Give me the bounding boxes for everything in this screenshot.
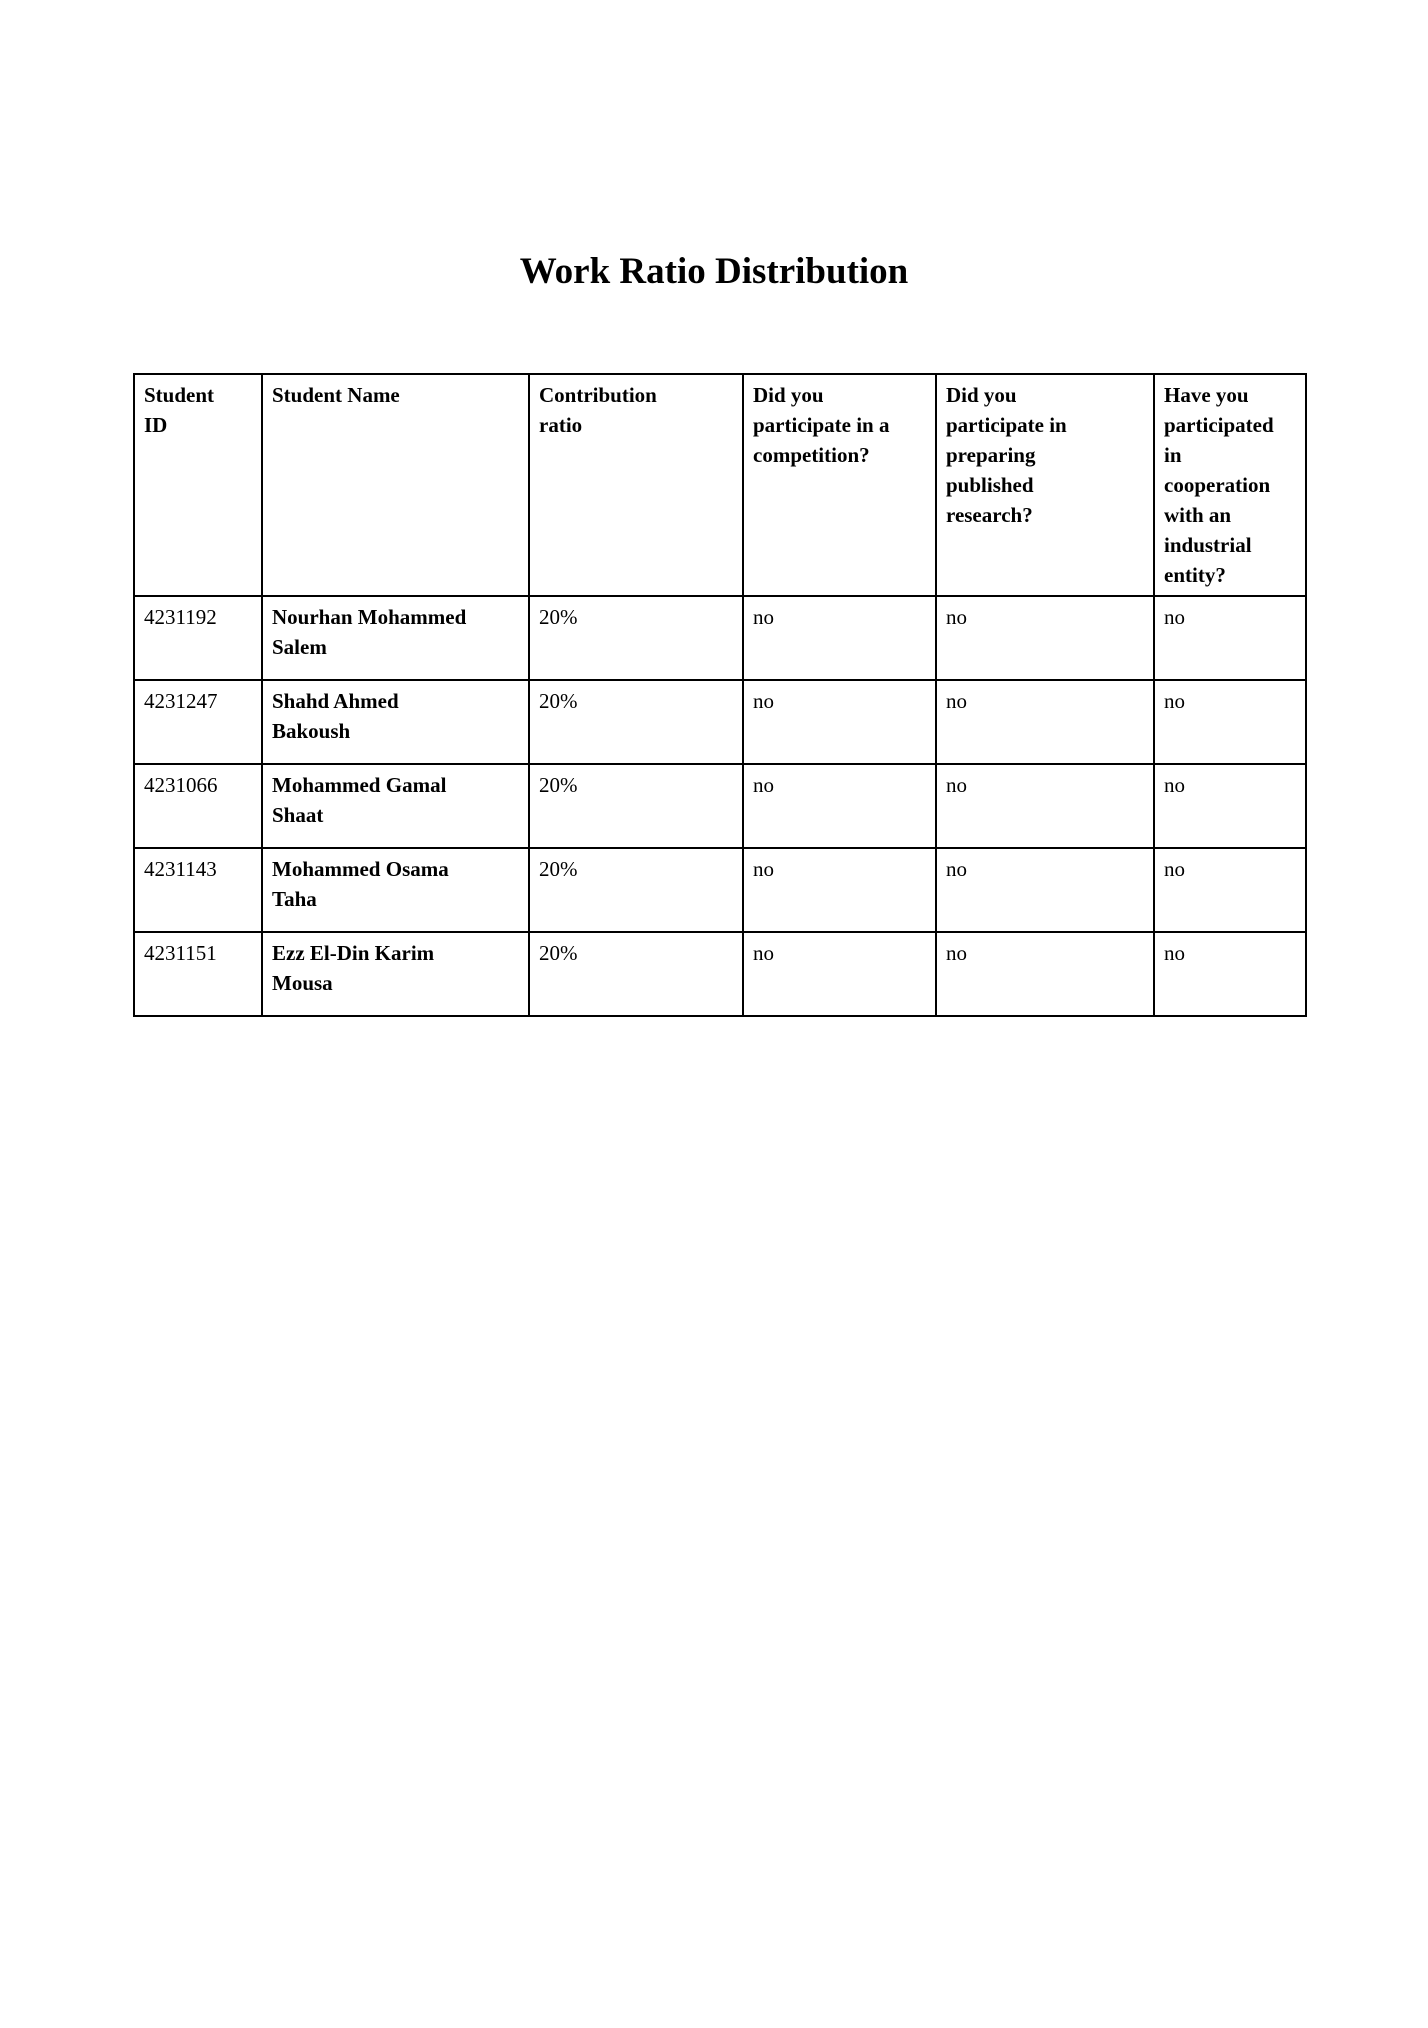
cell-student-id: 4231192 — [134, 596, 262, 680]
cell-competition: no — [743, 596, 936, 680]
column-header-student-id — [134, 374, 262, 596]
cell-contribution-ratio: 20% — [529, 932, 743, 1016]
page-title: Work Ratio Distribution — [519, 251, 909, 292]
column-header-published-research-label: Did you participate in preparing published research? — [946, 383, 1067, 527]
student-name-text: Ezz El-Din Karim Mousa — [272, 941, 435, 995]
cell-student-id: 4231066 — [134, 764, 262, 848]
cell-student-name — [262, 680, 529, 764]
cell-student-name — [262, 848, 529, 932]
column-header-competition — [743, 374, 936, 596]
cell-industrial-cooperation: no — [1154, 596, 1306, 680]
table-row — [134, 596, 1306, 680]
cell-student-id: 4231143 — [134, 848, 262, 932]
table-row — [134, 848, 1306, 932]
cell-student-id: 4231247 — [134, 680, 262, 764]
student-name-text: Mohammed Gamal Shaat — [272, 773, 447, 827]
cell-contribution-ratio: 20% — [529, 596, 743, 680]
cell-industrial-cooperation: no — [1154, 680, 1306, 764]
column-header-contribution-ratio-label: Contribution ratio — [539, 383, 657, 437]
work-ratio-table — [133, 373, 1307, 1017]
column-header-contribution-ratio — [529, 374, 743, 596]
cell-competition: no — [743, 848, 936, 932]
column-header-competition-label: Did you participate in a competition? — [753, 383, 890, 467]
cell-published-research: no — [936, 932, 1154, 1016]
cell-student-name — [262, 764, 529, 848]
cell-student-name — [262, 932, 529, 1016]
cell-published-research: no — [936, 764, 1154, 848]
column-header-student-name — [262, 374, 529, 596]
column-header-industrial-cooperation — [1154, 374, 1306, 596]
cell-published-research: no — [936, 596, 1154, 680]
table-header-row — [134, 374, 1306, 596]
cell-contribution-ratio: 20% — [529, 848, 743, 932]
cell-student-name — [262, 596, 529, 680]
cell-contribution-ratio: 20% — [529, 764, 743, 848]
table-row — [134, 932, 1306, 1016]
cell-competition: no — [743, 680, 936, 764]
student-name-text: Nourhan Mohammed Salem — [272, 605, 467, 659]
student-name-text: Mohammed Osama Taha — [272, 857, 449, 911]
cell-competition: no — [743, 932, 936, 1016]
cell-published-research: no — [936, 848, 1154, 932]
column-header-student-id-label: Student ID — [144, 383, 215, 437]
cell-competition: no — [743, 764, 936, 848]
column-header-published-research — [936, 374, 1154, 596]
column-header-student-name-label: Student Name — [272, 383, 400, 407]
cell-industrial-cooperation: no — [1154, 848, 1306, 932]
cell-contribution-ratio: 20% — [529, 680, 743, 764]
table-row — [134, 680, 1306, 764]
column-header-industrial-cooperation-label: Have you participated in cooperation with an industrial entity? — [1164, 383, 1274, 587]
table-row — [134, 764, 1306, 848]
cell-industrial-cooperation: no — [1154, 764, 1306, 848]
student-name-text: Shahd Ahmed Bakoush — [272, 689, 399, 743]
cell-published-research: no — [936, 680, 1154, 764]
cell-industrial-cooperation: no — [1154, 932, 1306, 1016]
cell-student-id: 4231151 — [134, 932, 262, 1016]
